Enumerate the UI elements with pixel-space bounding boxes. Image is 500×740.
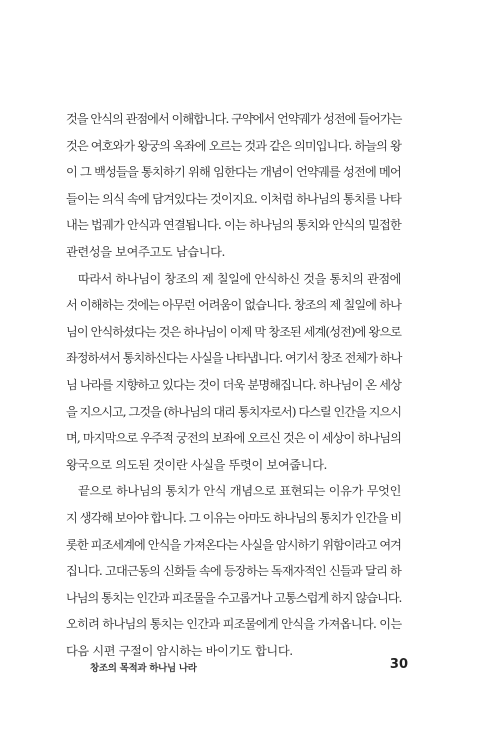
text-line: 좌정하셔서 통치하신다는 사실을 나타냅니다. 여기서 창조 전체가 하나	[66, 351, 402, 366]
text-line: 이 그 백성들을 통치하기 위해 임한다는 개념이 언약궤를 성전에 메어	[66, 165, 401, 180]
text-line: 지 생각해 보아야 합니다. 그 이유는 아마도 하나님의 통치가 인간을 비	[66, 510, 402, 525]
text-line: 롯한 피조세계에 안식을 가져온다는 사실을 암시하기 위함이라고 여겨	[66, 537, 401, 552]
page-footer	[0, 657, 500, 676]
text-line: 을 지으시고, 그것을 (하나님의 대리 통치자로서) 다스릴 인간을 지으시	[66, 404, 402, 419]
text-line: 끝으로 하나님의 통치가 안식 개념으로 표현되는 이유가 무엇인	[78, 484, 401, 499]
text-line: 왕국으로 의도된 것이란 사실을 뚜렷이 보여줍니다.	[66, 457, 328, 472]
text-line: 들이는 의식 속에 담겨있다는 것이지요. 이처럼 하나님의 통치를 나타	[66, 191, 401, 206]
paragraph-1	[66, 106, 401, 266]
paragraph-3	[66, 478, 401, 664]
text-line: 님 나라를 지향하고 있다는 것이 더욱 분명해집니다. 하나님이 온 세상	[66, 377, 401, 392]
text-line: 며, 마지막으로 우주적 궁전의 보좌에 오르신 것은 이 세상이 하나님의	[66, 431, 401, 446]
text-line: 나님의 통치는 인간과 피조물을 수고롭거나 고통스럽게 하지 않습니다.	[66, 590, 402, 605]
text-line: 오히려 하나님의 통치는 인간과 피조물에게 안식을 가져옵니다. 이는	[66, 617, 402, 632]
text-line: 것은 여호와가 왕궁의 옥좌에 오르는 것과 같은 의미입니다. 하늘의 왕	[66, 138, 401, 153]
text-line: 서 이해하는 것에는 아무런 어려움이 없습니다. 창조의 제 칠일에 하나	[66, 298, 401, 313]
text-line: 관련성을 보여주고도 남습니다.	[66, 244, 226, 259]
body-text	[66, 106, 401, 664]
page-number: 30	[389, 657, 408, 672]
text-line: 따라서 하나님이 창조의 제 칠일에 안식하신 것을 통치의 관점에	[78, 271, 401, 286]
text-line: 님이 안식하셨다는 것은 하나님이 이제 막 창조된 세계(성전)에 왕으로	[66, 324, 401, 339]
paragraph-2	[66, 266, 401, 479]
text-line: 집니다. 고대근동의 신화들 속에 등장하는 독재자적인 신들과 달리 하	[66, 564, 401, 579]
running-title: 창조의 목적과 하나님 나라	[90, 663, 197, 674]
text-line: 다음 시편 구절이 암시하는 바이기도 합니다.	[66, 643, 293, 658]
text-line: 내는 법궤가 안식과 연결됩니다. 이는 하나님의 통치와 안식의 밀접한	[66, 218, 401, 233]
text-line: 것을 안식의 관점에서 이해합니다. 구약에서 언약궤가 성전에 들어가는	[66, 112, 402, 126]
